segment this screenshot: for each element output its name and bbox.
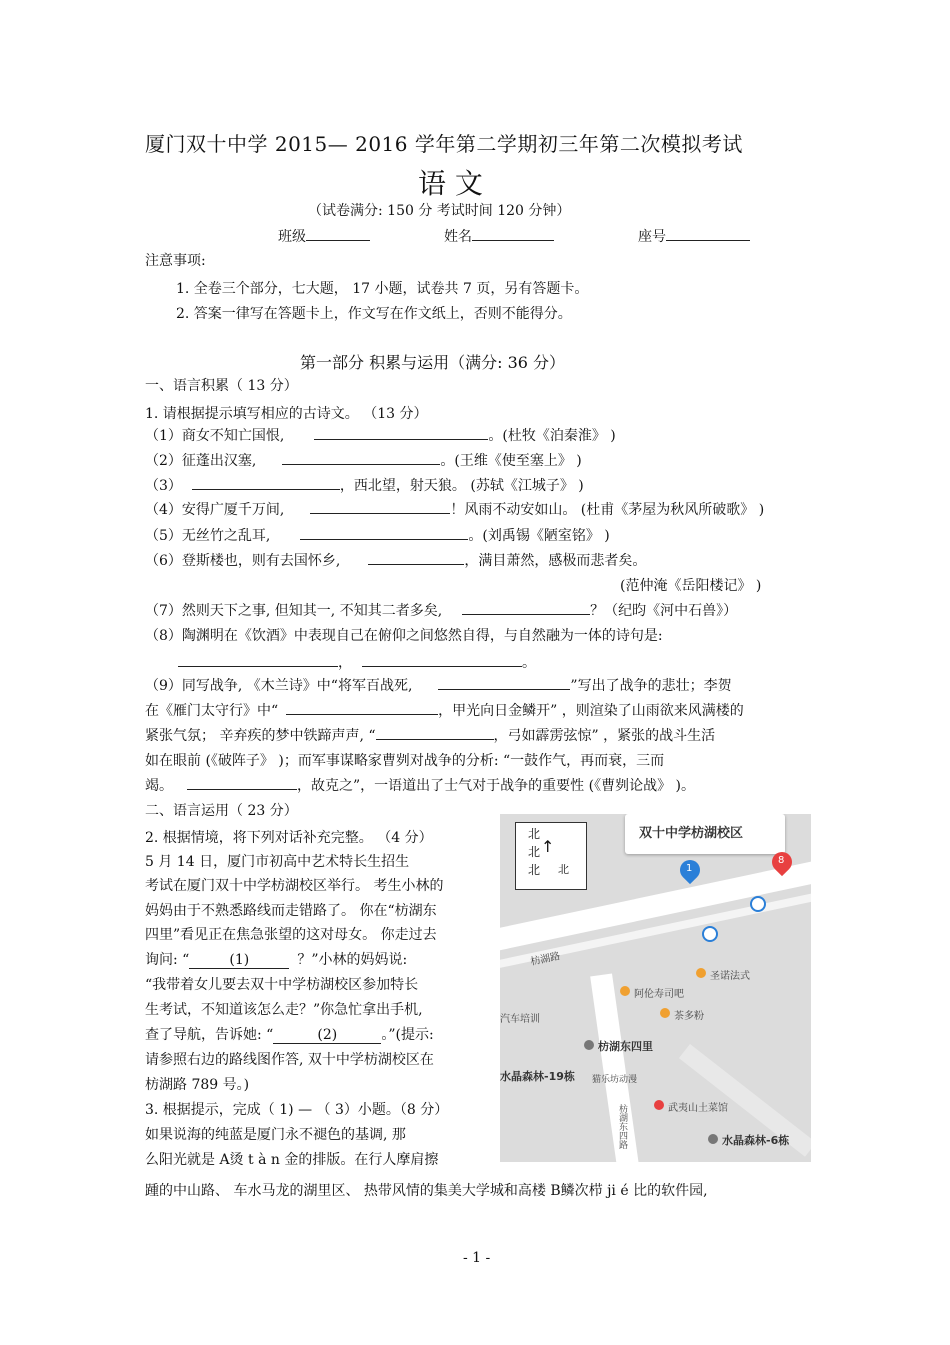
question-2: 2. 根据情境，将下列对话补充完整。 （4 分） — [145, 830, 433, 846]
section2-heading: 二、语言运用（ 23 分） — [145, 803, 298, 819]
poi-label-4: 枋湖东四里 — [598, 1040, 653, 1053]
road-label: 枋湖路 — [529, 950, 562, 968]
part1-heading: 第一部分 积累与运用（满分: 36 分） — [300, 353, 566, 372]
poi-label-10: 枋湖东四路 — [617, 1104, 627, 1149]
poem-item-9-line4: 如在眼前 (《破阵子》 )；而军事谋略家曹刿对战争的分析: “一鼓作气，再而衰，三而 — [145, 753, 665, 769]
popup-title: 双十中学枋湖校区 — [639, 826, 744, 841]
q2-blank-2: (2) — [273, 1027, 381, 1044]
q2-line-8: 枋湖路 789 号。) — [145, 1077, 250, 1093]
q2-line-1: 5 月 14 日，厦门市初高中艺术特长生招生 — [145, 854, 410, 870]
name-label: 姓名 — [444, 229, 472, 245]
poem-item-2: （2）征蓬出汉塞, 。(王维《使至塞上》 ) — [145, 450, 582, 470]
poem-item-4: （4）安得广厦千万间, ！风雨不动安如山。 (杜甫《茅屋为秋风所破歌》 ) — [145, 499, 764, 519]
class-field — [278, 226, 370, 246]
question-1: 1. 请根据提示填写相应的古诗文。 （13 分） — [145, 406, 428, 422]
q3-line-1: 如果说海的纯蓝是厦门永不褪色的基调, 那 — [145, 1127, 406, 1143]
name-field — [444, 226, 554, 246]
poem-item-9-line3: 紧张气氛； 辛弃疾的梦中铁蹄声声, “ ，弓如霹雳弦惊” ，紧张的战斗生活 — [145, 725, 715, 745]
poi-label-1: 圣诺法式 — [710, 971, 750, 982]
restaurant-icon — [696, 968, 706, 978]
poi-label-8: 武夷山土菜馆 — [668, 1103, 728, 1114]
route-map — [500, 814, 811, 1162]
q3-line-2: 么阳光就是 A烫 t à n 金的排版。在行人摩肩擦 — [145, 1152, 439, 1168]
subject-title: 语 文 — [418, 167, 483, 200]
q2-line-6: 生考试，不知道该怎么走？”你急忙拿出手机, — [145, 1002, 423, 1018]
poi-label-6: 水晶森林-19栋 — [500, 1070, 575, 1083]
notes-heading: 注意事项: — [145, 253, 206, 269]
compass-label-2: 北 — [528, 845, 541, 859]
poi-label-9: 水晶森林-6栋 — [722, 1134, 790, 1147]
question-3: 3. 根据提示，完成（ 1) — （ 3）小题。（8 分） — [145, 1102, 449, 1118]
q2-line-5: “我带着女儿要去双十中学枋湖校区参加特长 — [145, 977, 419, 993]
class-label: 班级 — [278, 229, 306, 245]
q2-blank-1: (1) — [189, 952, 289, 969]
map-road-vertical — [590, 973, 640, 1162]
bus-stop-icon — [750, 896, 766, 912]
pin-8-label: 8 — [778, 855, 785, 866]
class-blank — [306, 226, 370, 241]
q2-tell: 查了导航，告诉她: “ (2) 。”(提示: — [145, 1027, 434, 1043]
restaurant-icon — [654, 1100, 664, 1110]
poem-item-1: （1）商女不知亡国恨, 。(杜牧《泊秦淮》 ) — [145, 425, 616, 445]
poi-label-5: 汽车培训 — [500, 1014, 540, 1025]
poi-label-3: 茶多粉 — [674, 1011, 704, 1022]
building-icon — [708, 1134, 718, 1144]
north-arrow-icon: ↑ — [541, 837, 555, 856]
q2-ask: 询问: “ (1) ？”小林的妈妈说: — [145, 952, 408, 968]
poem-item-6: （6）登斯楼也，则有去国怀乡, ，满目萧然，感极而悲者矣。 — [145, 550, 646, 570]
exam-info: （试卷满分: 150 分 考试时间 120 分钟） — [308, 203, 571, 219]
poem-item-7: （7）然则天下之事, 但知其一, 不知其二者多矣, ？（纪昀《河中石兽》） — [145, 600, 737, 620]
poem-item-9-line5: 竭。 ，故克之”，一语道出了士气对于战争的重要性 (《曹刿论战》 )。 — [145, 775, 695, 795]
poem-item-9-line2: 在《雁门太守行》中“ ，甲光向日金鳞开” ，则渲染了山雨欲来风满楼的 — [145, 700, 744, 720]
page-number: - 1 - — [463, 1250, 491, 1266]
note-item-1: 1. 全卷三个部分，七大题， 17 小题，试卷共 7 页，另有答题卡。 — [176, 281, 589, 297]
q2-line-2: 考试在厦门双十中学枋湖校区举行。 考生小林的 — [145, 878, 444, 894]
poem-item-9-line1: （9）同写战争, 《木兰诗》中“将军百战死, ”写出了战争的悲壮；李贺 — [145, 675, 732, 695]
poem-item-8-blanks: ， 。 — [178, 652, 536, 672]
poem-item-6-source: (范仲淹《岳阳楼记》 ) — [620, 578, 762, 594]
seat-field — [638, 226, 750, 246]
bus-stop-icon — [702, 926, 718, 942]
seat-blank — [666, 226, 750, 241]
exam-title: 厦门双十中学 2015— 2016 学年第二学期初三年第二次模拟考试 — [145, 132, 743, 156]
poi-label-7: 猫乐坊动漫 — [592, 1075, 638, 1085]
compass-label-4: 北 — [558, 863, 569, 876]
pin-1-label: 1 — [686, 863, 693, 874]
poem-item-5: （5）无丝竹之乱耳, 。(刘禹锡《陋室铭》 ) — [145, 525, 610, 545]
compass-box — [515, 822, 587, 890]
map-popup — [625, 814, 785, 854]
q2-line-3: 妈妈由于不熟悉路线而走错路了。 你在“枋湖东 — [145, 903, 437, 919]
building-icon — [584, 1040, 594, 1050]
restaurant-icon — [660, 1008, 670, 1018]
q3-line-3: 踵的中山路、 车水马龙的湖里区、 热带风情的集美大学城和高楼 B鳞次栉 ji é 比的软件园, — [145, 1183, 708, 1199]
seat-label: 座号 — [638, 229, 666, 245]
compass-label-1: 北 — [528, 827, 541, 841]
q2-line-4: 四里”看见正在焦急张望的这对母女。 你走过去 — [145, 927, 437, 943]
name-blank — [472, 226, 554, 241]
section1-heading: 一、语言积累（ 13 分） — [145, 378, 298, 394]
compass-label-3: 北 — [528, 863, 541, 877]
note-item-2: 2. 答案一律写在答题卡上，作文写在作文纸上，否则不能得分。 — [176, 306, 572, 322]
restaurant-icon — [620, 986, 630, 996]
q2-line-7: 请参照右边的路线图作答, 双十中学枋湖校区在 — [145, 1052, 434, 1068]
poem-item-8: （8）陶渊明在《饮酒》中表现自己在俯仰之间悠然自得，与自然融为一体的诗句是: — [145, 628, 663, 644]
poem-item-3: （3） ，西北望，射天狼。 (苏轼《江城子》 ) — [145, 475, 584, 495]
poi-label-2: 阿伦寿司吧 — [634, 989, 684, 1000]
